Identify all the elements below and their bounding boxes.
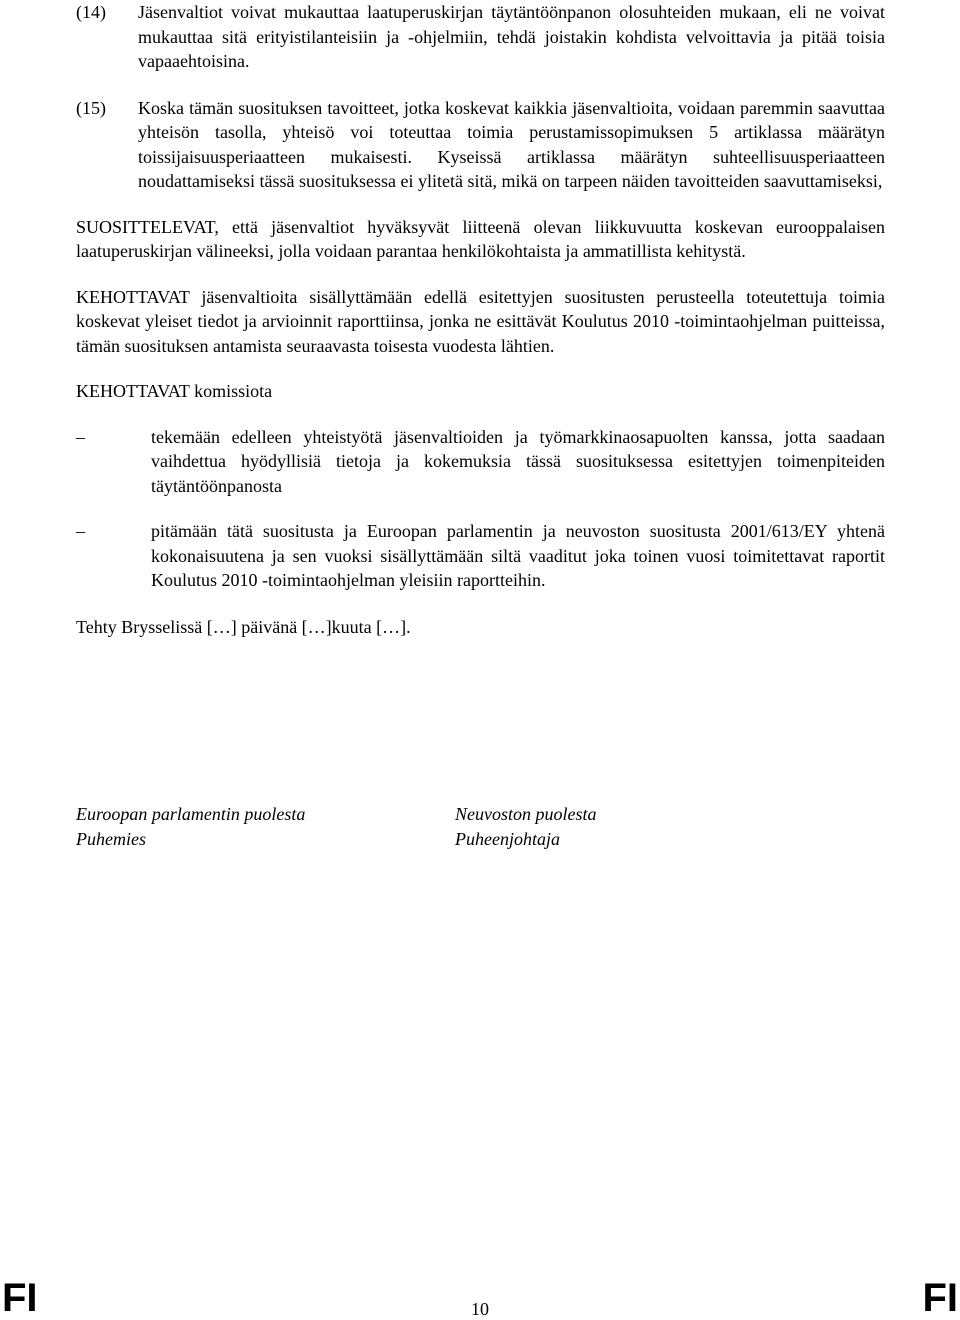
recital-14 — [76, 0, 885, 74]
urge-member-states-paragraph: KEHOTTAVAT jäsenvaltioita sisällyttämään edellä esitettyjen suositusten perusteella toteutettuja toimia koskevat yleiset tiedot ja arvioinnit raporttiinsa, jonka ne esittävät Koulutus 2010 -toimintaohjelman puitteissa, tämän suosituksen antamista seuraavasta toisesta vuodesta lähtien. — [76, 286, 885, 356]
recital-text: Jäsenvaltiot voivat mukauttaa laatuperuskirjan täytäntöönpanon olosuhteiden mukaan, eli ne voivat mukauttaa sitä erityistilanteisiin ja -ohjelmiin, tehdä joistakin kohdista velvoittavia ja pitää toisia vapaaehtoisina. — [138, 2, 885, 71]
done-at-line: Tehty Brysselissä […] päivänä […]kuuta […]. — [76, 616, 411, 637]
signature-role: Puheenjohtaja — [455, 829, 560, 849]
signature-council — [455, 802, 597, 852]
page-number: 10 — [471, 1299, 489, 1319]
signature-parliament — [76, 802, 305, 852]
commission-item-text: tekemään edelleen yhteistyötä jäsenvaltioiden ja työmarkkinaosapuolten kanssa, jotta saadaan vaihdettua hyödyllisiä tietoja ja kokemuksia tässä suosituksessa esitettyjen toimenpiteiden täytäntöönpanosta — [151, 426, 885, 496]
footer-language-right: FI — [922, 1276, 958, 1320]
document-body — [76, 0, 885, 639]
dash-marker: – — [76, 426, 85, 447]
recital-number: (14) — [76, 2, 106, 22]
recommend-paragraph: SUOSITTELEVAT, että jäsenvaltiot hyväksyvät liitteenä olevan liikkuvuutta koskevan eurooppalaisen laatuperuskirjan välineeksi, jolla voidaan parantaa henkilökohtaista ja ammatillista kehitystä. — [76, 216, 885, 261]
signature-role: Puhemies — [76, 829, 146, 849]
signature-institution: Neuvoston puolesta — [455, 804, 597, 824]
commission-item — [76, 519, 885, 593]
urge-commission-paragraph: KEHOTTAVAT komissiota — [76, 381, 273, 401]
recital-number: (15) — [76, 97, 106, 118]
dash-marker: – — [76, 521, 85, 541]
footer-language-left: FI — [2, 1276, 38, 1320]
commission-item-text: pitämään tätä suositusta ja Euroopan parlamentin ja neuvoston suositusta 2001/613/EY yhtenä kokonaisuutena ja sen vuoksi sisällyttämään siltä vaaditut joka toinen vuosi toimitettavat raportit Koulutus 2010 -toimintaohjelman yleisiin raportteihin. — [151, 521, 885, 590]
commission-item — [76, 425, 885, 499]
signature-institution: Euroopan parlamentin puolesta — [76, 804, 306, 824]
recital-15 — [76, 96, 885, 194]
recital-text: Koska tämän suosituksen tavoitteet, jotka koskevat kaikkia jäsenvaltioita, voidaan paremmin saavuttaa yhteisön tasolla, yhteisö voi toteuttaa toimia perustamissopimuksen 5 artiklassa määrätyn toissijaisuusperiaatteen mukaisesti. Kyseissä artiklassa määrätyn suhteellisuusperiaatteen noudattamiseksi tässä suosituksessa ei ylitetä sitä, mikä on tarpeen näiden tavoitteiden saavuttamiseksi, — [138, 97, 885, 191]
